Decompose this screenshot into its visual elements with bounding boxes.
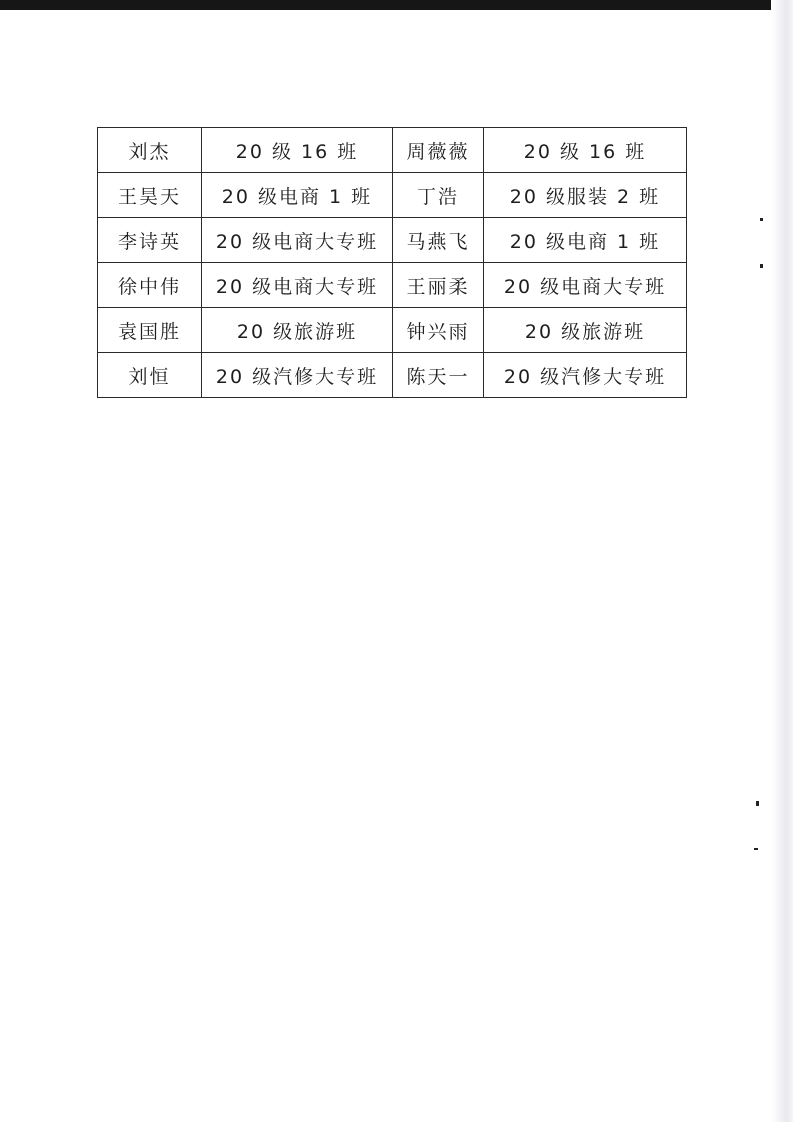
class-cell: 20 级旅游班 <box>484 308 687 353</box>
student-name-cell: 陈天一 <box>393 353 484 398</box>
table-row <box>98 353 687 398</box>
student-name-cell: 刘杰 <box>98 128 202 173</box>
student-name-cell: 王丽柔 <box>393 263 484 308</box>
class-cell: 20 级电商 1 班 <box>484 218 687 263</box>
student-name-cell: 钟兴雨 <box>393 308 484 353</box>
table-row <box>98 128 687 173</box>
class-cell: 20 级电商 1 班 <box>202 173 393 218</box>
class-cell: 20 级旅游班 <box>202 308 393 353</box>
scan-mark <box>754 848 758 850</box>
class-cell: 20 级服装 2 班 <box>484 173 687 218</box>
scan-mark <box>756 801 759 806</box>
class-cell: 20 级电商大专班 <box>202 218 393 263</box>
scan-right-edge <box>771 0 793 1122</box>
table-row <box>98 263 687 308</box>
scan-top-edge <box>0 0 793 10</box>
scan-mark <box>760 218 763 221</box>
table-row <box>98 173 687 218</box>
class-cell: 20 级汽修大专班 <box>202 353 393 398</box>
student-name-cell: 马燕飞 <box>393 218 484 263</box>
student-name-cell: 袁国胜 <box>98 308 202 353</box>
student-name-cell: 李诗英 <box>98 218 202 263</box>
student-name-cell: 刘恒 <box>98 353 202 398</box>
student-name-cell: 周薇薇 <box>393 128 484 173</box>
class-cell: 20 级电商大专班 <box>484 263 687 308</box>
scan-mark <box>760 264 763 268</box>
class-cell: 20 级电商大专班 <box>202 263 393 308</box>
class-cell: 20 级 16 班 <box>484 128 687 173</box>
class-cell: 20 级汽修大专班 <box>484 353 687 398</box>
student-name-cell: 王昊天 <box>98 173 202 218</box>
student-roster-table <box>97 127 687 398</box>
table-row <box>98 308 687 353</box>
class-cell: 20 级 16 班 <box>202 128 393 173</box>
table-row <box>98 218 687 263</box>
student-name-cell: 丁浩 <box>393 173 484 218</box>
student-name-cell: 徐中伟 <box>98 263 202 308</box>
